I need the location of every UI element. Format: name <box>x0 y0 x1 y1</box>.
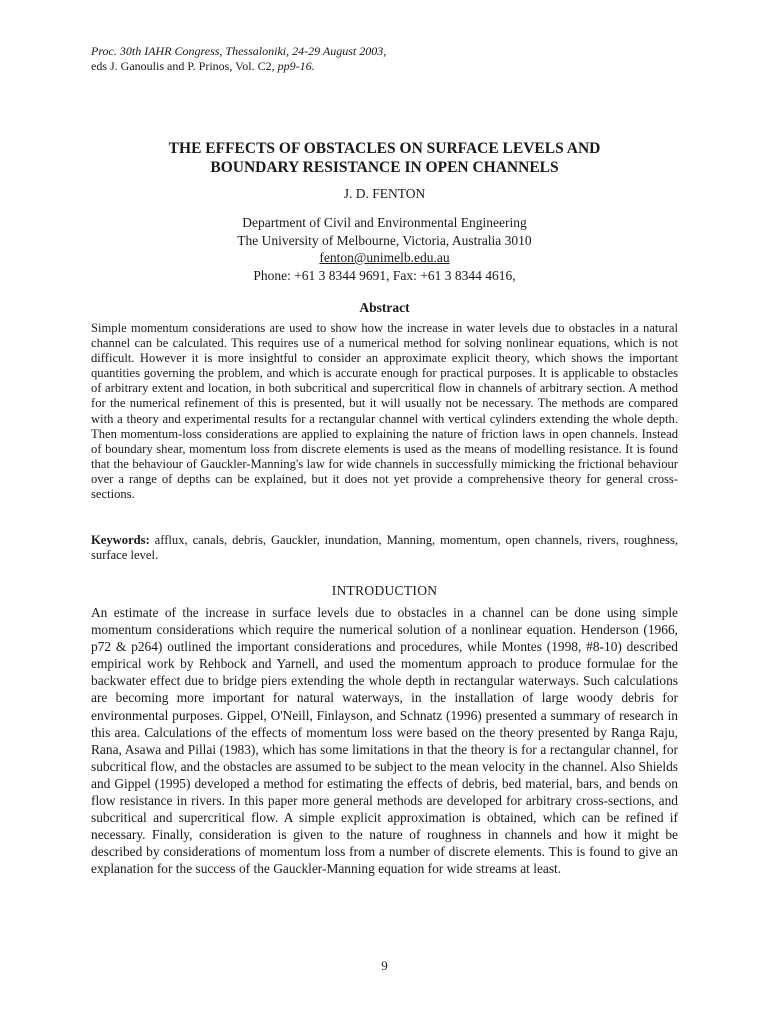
abstract-heading: Abstract <box>359 300 410 315</box>
keywords-label: Keywords: <box>91 533 150 547</box>
editors-text: eds J. Ganoulis and P. Prinos, Vol. C2, <box>91 59 278 73</box>
keywords-paragraph <box>91 533 678 563</box>
email-link[interactable]: fenton@unimelb.edu.au <box>319 250 450 265</box>
proceedings-header <box>91 44 386 74</box>
page-range: pp9-16. <box>277 59 315 73</box>
author-affiliation <box>91 214 678 284</box>
title-line-1: THE EFFECTS OF OBSTACLES ON SURFACE LEVELS AND <box>168 140 601 157</box>
introduction-text: An estimate of the increase in surface levels due to obstacles in a channel can be done using simple momentum considerations which require the numerical solution of a nonlinear equation. Henderson (1966, p72 & p264) outlined the important considerations and procedures, while Montes (1998, #8-10) described empirical work by Rehbock and Yarnell, and used the momentum approach to produce formulae for the backwater effect due to bridge piers extending the whole depth in rectangular waterways. Such calculations are becoming more important for natural waterways, in the installation of large woody debris for environmental purposes. Gippel, O'Neill, Finlayson, and Schnatz (1996) presented a summary of research in this area. Calculations of the effects of momentum loss were based on the theory presented by Ranga Raju, Rana, Asawa and Pillai (1983), which has some limitations in that the theory is for a rectangular channel, for subcritical flow, and the obstacles are assumed to be subject to the mean velocity in the channel. Also Shields and Gippel (1995) developed a method for estimating the effects of debris, bed material, bars, and bends on flow resistance in rivers. In this paper more general methods are developed for arbitrary cross-sections, and subcritical and supercritical flow. A simple explicit approximation is obtained, which can be refined if necessary. Finally, consideration is given to the nature of roughness in channels and how it might be described by considerations of momentum loss from a number of discrete elements. This is found to give an explanation for the success of the Gauckler-Manning equation for wide streams at least. <box>91 605 678 877</box>
page-number: 9 <box>381 958 388 973</box>
department: Department of Civil and Environmental Engineering <box>242 215 527 230</box>
title-line-2: BOUNDARY RESISTANCE IN OPEN CHANNELS <box>210 159 559 176</box>
keywords-list: afflux, canals, debris, Gauckler, inundation, Manning, momentum, open channels, rivers, roughness, surface level. <box>91 533 678 563</box>
phone-fax: Phone: +61 3 8344 9691, Fax: +61 3 8344 4616, <box>253 267 516 283</box>
paper-title <box>91 139 678 177</box>
proceedings-line: Proc. 30th IAHR Congress, Thessaloniki, 24-29 August 2003, <box>91 44 387 58</box>
author-name: J. D. FENTON <box>343 186 426 201</box>
university: The University of Melbourne, Victoria, Australia 3010 <box>237 232 532 248</box>
introduction-heading: INTRODUCTION <box>331 583 438 598</box>
abstract-text: Simple momentum considerations are used to show how the increase in water levels due to obstacles in a natural channel can be calculated. This requires use of a numerical method for solving nonlinear equations, which is not difficult. However it is more insightful to consider an approximate explicit theory, which shows the important quantities governing the problem, and which is accurate enough for practical purposes. It is applicable to obstacles of arbitrary extent and location, in both subcritical and supercritical flow in channels of arbitrary section. A method for the numerical refinement of this is presented, but it will usually not be necessary. The methods are compared with a theory and experimental results for a rectangular channel with vertical cylinders extending the whole depth. Then momentum-loss considerations are applied to explaining the nature of friction laws in open channels. Instead of boundary shear, momentum loss from discrete elements is used as the means of modelling resistance. It is found that the behaviour of Gauckler-Manning's law for wide channels in successfully mimicking the frictional behaviour over a range of depths can be explained, but it does not yet provide a comprehensive theory for general cross-sections. <box>91 321 678 502</box>
editors-line <box>91 59 386 74</box>
